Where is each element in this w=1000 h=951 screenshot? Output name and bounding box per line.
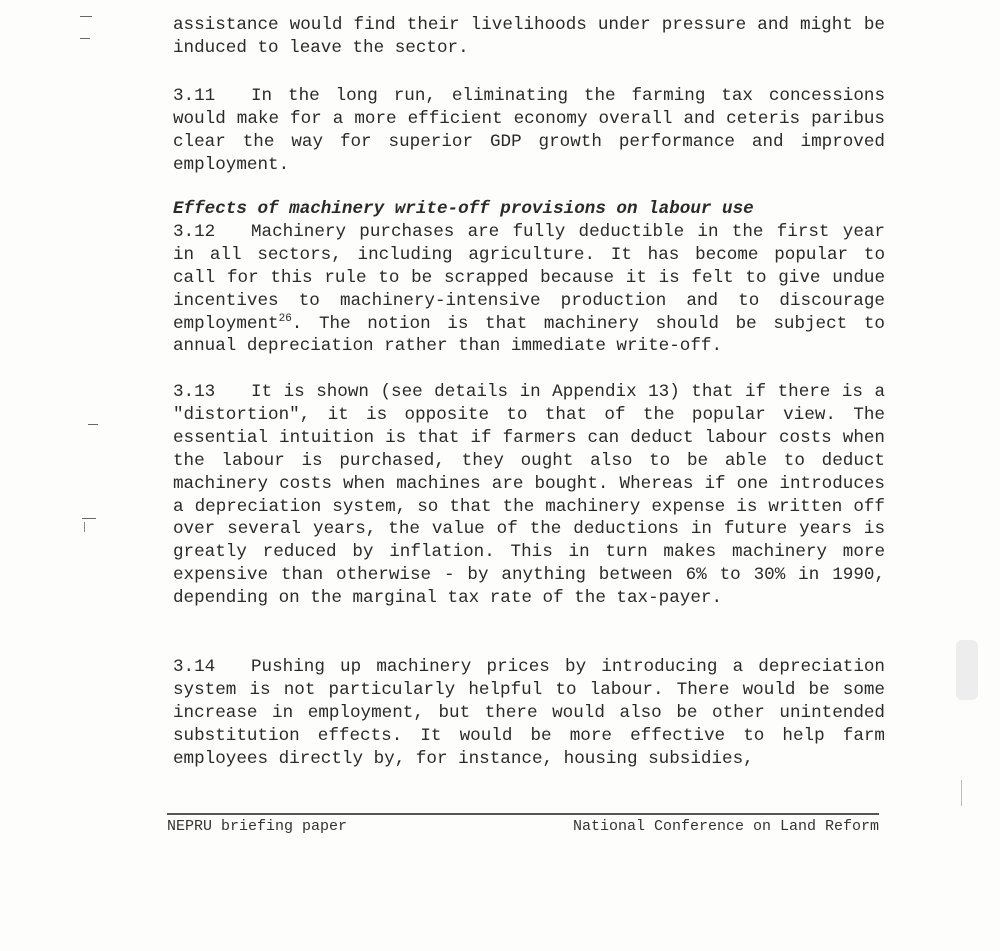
footnote-ref: 26	[278, 312, 292, 325]
footer-left-label: NEPRU briefing paper	[167, 818, 348, 835]
footer-right-label: National Conference on Land Reform	[572, 818, 879, 835]
paragraph-number: 3.14	[173, 657, 216, 677]
paragraph-text: Machinery purchases are fully deductible in the first year in all sectors, including agriculture. It has become popular to call for this rule to be scrapped because it is felt to give undue incentives to machinery-intensive production and to discourage employment	[173, 221, 885, 334]
paragraph-number: 3.11	[173, 86, 216, 106]
margin-mark	[80, 16, 92, 17]
paragraph-3-11	[173, 85, 885, 177]
paragraph-3-14	[173, 656, 885, 771]
section-heading: Effects of machinery write-off provisions on labour use	[173, 199, 754, 219]
paragraph-text: It is shown (see details in Appendix 13) that if there is a "distortion", it is opposite to that of the popular view. The essential intuition is that if farmers can deduct labour costs when the labour is purchased, they ought also to be able to deduct machinery costs when machines are bought. Whereas if one introduces a depreciation system, so that the machinery expense is written off over several years, the value of the deductions in future years is greatly reduced by inflation. This in turn makes machinery more expensive than otherwise - by anything between 6% to 30% in 1990, depending on the marginal tax rate of the tax-payer.	[173, 382, 885, 609]
margin-mark	[88, 424, 98, 425]
margin-mark	[80, 38, 90, 39]
page-footer	[167, 818, 879, 835]
paragraph-text: . The notion is that machinery should be subject to annual depreciation rather than immediate write-off.	[173, 313, 885, 357]
body-text	[173, 14, 885, 60]
scan-smudge	[956, 640, 978, 700]
paragraph-text: Pushing up machinery prices by introducing a depreciation system is not particularly helpful to labour. There would be some increase in employment, but there would also be other unintended substitution effects. It would be more effective to help farm employees directly by, for instance, housing subsidies,	[173, 657, 885, 769]
paragraph-number: 3.12	[173, 221, 216, 242]
section-heading-block	[173, 198, 885, 358]
margin-mark	[961, 780, 962, 806]
margin-mark	[84, 522, 85, 532]
paragraph-number: 3.13	[173, 382, 216, 402]
paragraph-3-10-tail: assistance would find their livelihoods under pressure and might be induced to leave the sector.	[173, 15, 885, 58]
footer-rule	[167, 813, 879, 815]
margin-mark	[82, 518, 96, 519]
paragraph-text: In the long run, eliminating the farming tax concessions would make for a more efficient economy overall and ceteris paribus clear the way for superior GDP growth performance and improved employment.	[173, 86, 885, 175]
paragraph-3-13	[173, 381, 885, 610]
paragraph-3-12	[173, 221, 885, 358]
